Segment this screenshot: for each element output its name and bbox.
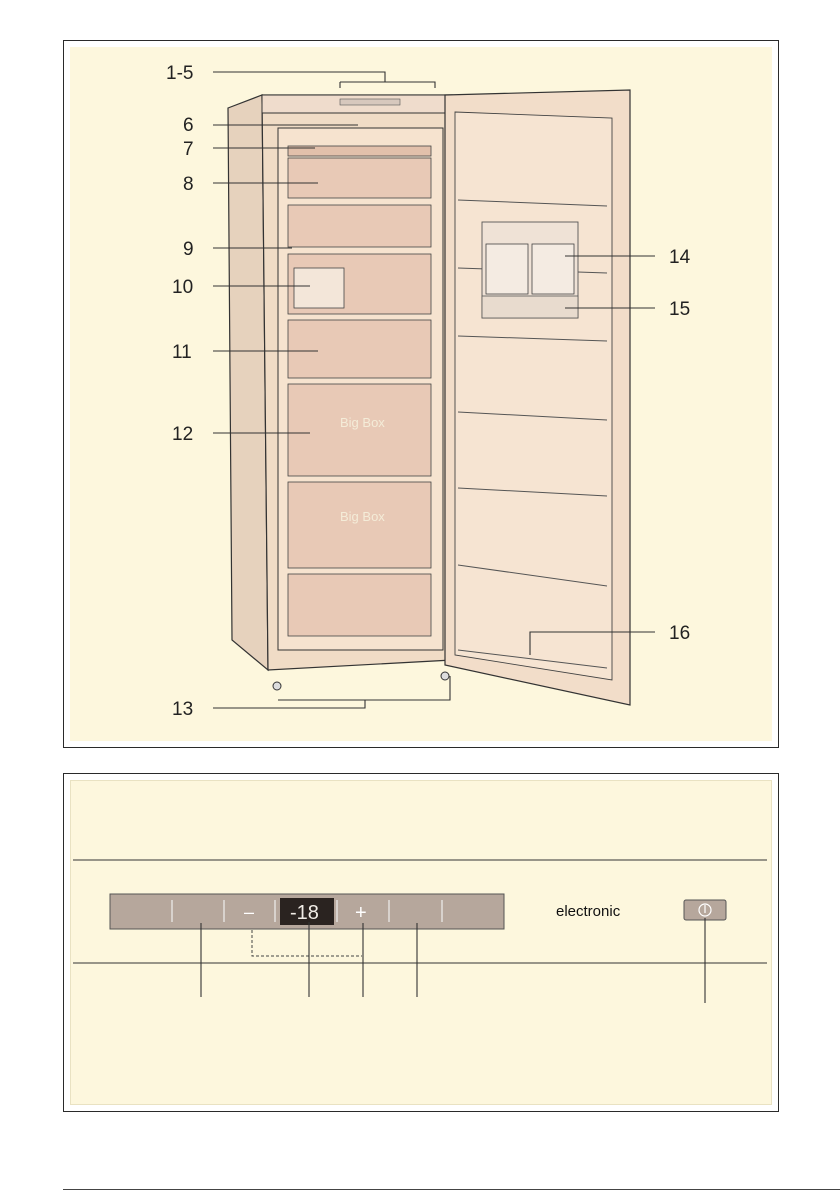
minus-button[interactable]: – [244,902,255,922]
drawer-bottom [288,574,431,636]
callout-16: 16 [669,623,691,644]
callout-9: 9 [183,239,194,260]
drawer-11 [288,320,431,378]
door-inner [455,112,612,680]
drawer-big-box-2 [288,482,431,568]
foot-left [273,682,281,690]
ice-pack-2 [532,244,574,294]
big-box-label-1: Big Box [340,415,385,430]
foot-right [441,672,449,680]
drawers-group [288,146,431,636]
callout-12: 12 [172,424,194,445]
callout-10: 10 [172,277,194,298]
cabinet-side [228,95,268,670]
callout-14: 14 [669,247,691,268]
page-bottom-rule [63,1189,840,1190]
ice-tray [294,268,344,308]
control-strip-small [340,99,400,105]
control-panel-illustration [0,780,840,1140]
callout-15: 15 [669,299,691,320]
callout-1-5: 1-5 [166,63,194,84]
drawer-12 [288,384,431,476]
brand-electronic: electronic [556,903,621,920]
freezing-table-15 [482,296,578,318]
ice-pack-1 [486,244,528,294]
drawer-8b [288,205,431,247]
control-leader-lines [201,918,705,1003]
drawer-8 [288,158,431,198]
minus-plus-link [252,930,362,956]
callout-11: 11 [172,342,192,363]
big-box-label-2: Big Box [340,509,385,524]
callout-7: 7 [183,139,194,160]
callout-6: 6 [183,115,194,136]
plus-button[interactable]: + [355,902,367,924]
temperature-display-value: -18 [290,902,319,924]
callout-13: 13 [172,699,194,720]
callout-8: 8 [183,174,194,195]
